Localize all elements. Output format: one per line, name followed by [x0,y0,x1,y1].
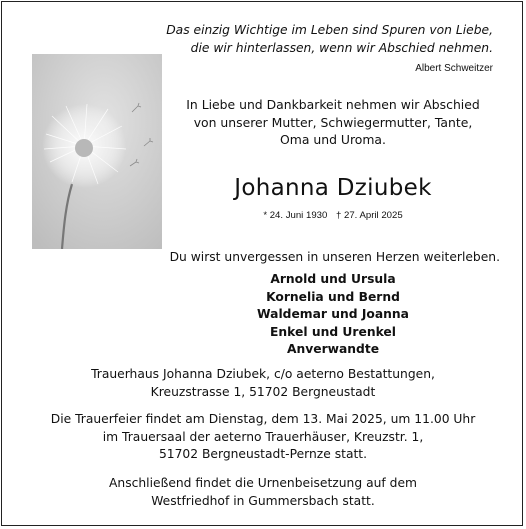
quote-line: Das einzig Wichtige im Leben sind Spuren von Liebe, [166,23,493,37]
burial-line: Westfriedhof in Gummersbach statt. [151,493,375,508]
intro-line: Oma und Uroma. [280,132,386,147]
burial-info [30,475,496,510]
memorial-motto: Du wirst unvergessen in unseren Herzen weiterleben. [169,250,500,264]
intro-line: von unserer Mutter, Schwiegermutter, Tante, [193,114,473,130]
death-date: † 27. April 2025 [336,210,403,221]
birth-date: * 24. Juni 1930 [263,210,328,221]
life-dates [186,210,480,221]
house-of-mourning [30,366,496,401]
farewell-intro [186,96,480,149]
ceremony-line: Die Trauerfeier findet am Dienstag, dem 13. Mai 2025, um 11.00 Uhr [50,412,476,426]
address-line: Trauerhaus Johanna Dziubek, c/o aeterno Bestattungen, [91,367,435,381]
ceremony-info [30,411,496,464]
epigraph-quote [166,22,493,57]
deceased-name: Johanna Dziubek [234,175,432,201]
dandelion-icon [32,54,162,249]
intro-line: In Liebe und Dankbarkeit nehmen wir Abschied [186,97,480,112]
burial-line: Anschließend findet die Urnenbeisetzung auf dem [109,476,417,490]
mourner-entry: Anverwandte [286,342,380,357]
quote-author: Albert Schweitzer [415,63,493,74]
ceremony-line: im Trauersaal der aeterno Trauerhäuser, Kreuzstr. 1, [102,429,424,444]
quote-line: die wir hinterlassen, wenn wir Abschied nehmen. [190,40,493,55]
mourner-entry: Kornelia und Bernd [266,289,400,304]
address-line: Kreuzstrasse 1, 51702 Bergneustadt [150,384,376,399]
mourner-entry: Enkel und Urenkel [270,324,396,339]
dandelion-photo [32,54,162,249]
mourners-list [186,271,480,359]
ceremony-line: 51702 Bergneustadt-Pernze statt. [158,447,368,461]
mourner-entry: Waldemar und Joanna [257,307,409,322]
mourner-entry: Arnold und Ursula [270,272,396,286]
